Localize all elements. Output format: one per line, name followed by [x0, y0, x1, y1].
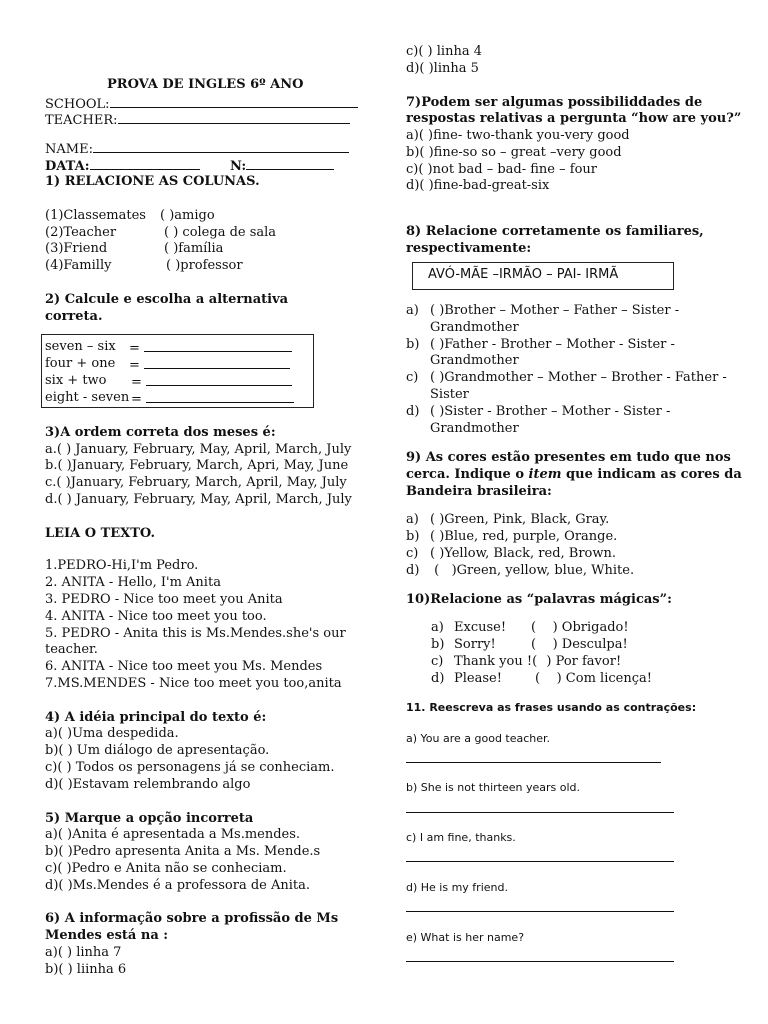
q7-option-c[interactable]: c)( )not bad – bad- fine – four: [406, 162, 597, 177]
number-field[interactable]: [230, 157, 334, 175]
q8-title-1: 8) Relacione corretamente os familiares,: [406, 224, 704, 239]
q8-letter-d: d): [406, 404, 420, 419]
teacher-label: TEACHER:: [45, 113, 118, 128]
teacher-field[interactable]: [45, 111, 350, 129]
q11-item-c: c) I am fine, thanks.: [406, 831, 516, 844]
q6-option-d[interactable]: d)( )linha 5: [406, 61, 479, 76]
q9-letter-b: b): [406, 529, 420, 544]
q3-title: 3)A ordem correta dos meses é:: [45, 425, 276, 440]
q10-letter-d: d): [431, 671, 445, 686]
q10-word-a: Excuse!: [454, 620, 507, 635]
q9-option-a[interactable]: ( )Green, Pink, Black, Gray.: [430, 512, 610, 527]
q11-item-d: d) He is my friend.: [406, 881, 508, 894]
q10-word-d: Please!: [454, 671, 502, 686]
q2-row-2: four + one: [45, 356, 116, 371]
text-line: 5. PEDRO - Anita this is Ms.Mendes.she's our: [45, 626, 346, 641]
q5-option-b[interactable]: b)( )Pedro apresenta Anita a Ms. Mende.s: [45, 844, 321, 859]
q1-left-1: (1)Classemates: [45, 208, 146, 223]
text-title: LEIA O TEXTO.: [45, 526, 156, 541]
q9-option-d[interactable]: ( )Green, yellow, blue, White.: [430, 563, 635, 578]
name-label: NAME:: [45, 142, 93, 157]
q1-left-4: (4)Familly: [45, 258, 112, 273]
q10-word-c: Thank you !(: [454, 654, 538, 669]
q10-match-d[interactable]: ( ) Com licença!: [535, 671, 652, 686]
q6-option-c[interactable]: c)( ) linha 4: [406, 44, 482, 59]
q11-title: 11. Reescreva as frases usando as contrações:: [406, 701, 697, 714]
text-line: teacher.: [45, 642, 98, 657]
text-line: 7.MS.MENDES - Nice too meet you too,anita: [45, 676, 342, 691]
q11-answer-b[interactable]: [406, 812, 674, 813]
name-field[interactable]: [45, 140, 349, 158]
q5-option-d[interactable]: d)( )Ms.Mendes é a professora de Anita.: [45, 878, 310, 893]
q2-answer-2[interactable]: =: [129, 356, 290, 374]
q11-answer-e[interactable]: [406, 961, 674, 962]
q9-letter-c: c): [406, 546, 419, 561]
q2-title-1: 2) Calcule e escolha a alternativa: [45, 292, 289, 307]
data-field[interactable]: [45, 157, 200, 175]
q1-right-4[interactable]: ( )professor: [166, 258, 243, 273]
q4-title: 4) A idéia principal do texto é:: [45, 710, 267, 725]
q5-option-a[interactable]: a)( )Anita é apresentada a Ms.mendes.: [45, 827, 301, 842]
q3-option-b[interactable]: b.( )January, February, March, Apri, May, June: [45, 458, 349, 473]
n-label: N:: [230, 159, 247, 174]
q8-letter-c: c): [406, 370, 419, 385]
q5-option-c[interactable]: c)( )Pedro e Anita não se conheciam.: [45, 861, 287, 876]
q9-option-c[interactable]: ( )Yellow, Black, red, Brown.: [430, 546, 617, 561]
q8-option-d[interactable]: ( )Sister - Brother – Mother - Sister -: [430, 404, 671, 419]
q8-family-words: AVÓ-MÃE –IRMÃO – PAI- IRMÃ: [428, 267, 619, 282]
q1-title: 1) RELACIONE AS COLUNAS.: [45, 174, 260, 189]
q11-answer-c[interactable]: [406, 861, 674, 862]
q7-title-1: 7)Podem ser algumas possibiliddades de: [406, 95, 703, 110]
q3-option-a[interactable]: a.( ) January, February, May, April, March, July: [45, 442, 352, 457]
text-line: 2. ANITA - Hello, I'm Anita: [45, 575, 221, 590]
q10-match-b[interactable]: ( ) Desculpa!: [531, 637, 628, 652]
q8-title-2: respectivamente:: [406, 241, 532, 256]
q11-item-a: a) You are a good teacher.: [406, 732, 551, 745]
q9-title-3: Bandeira brasileira:: [406, 484, 552, 499]
q8-option-a[interactable]: ( )Brother – Mother – Father – Sister -: [430, 303, 680, 318]
q8-letter-a: a): [406, 303, 419, 318]
q9-letter-a: a): [406, 512, 419, 527]
q9-letter-d: d): [406, 563, 420, 578]
q7-option-b[interactable]: b)( )fine-so so – great –very good: [406, 145, 622, 160]
q8-option-b[interactable]: ( )Father - Brother – Mother - Sister -: [430, 337, 675, 352]
q9-title-2: cerca. Indique o item que indicam as cores da: [406, 467, 742, 482]
q8-option-c[interactable]: ( )Grandmother – Mother – Brother - Father -: [430, 370, 727, 385]
q7-option-a[interactable]: a)( )fine- two-thank you-very good: [406, 128, 630, 143]
q9-title-1: 9) As cores estão presentes em tudo que nos: [406, 450, 731, 465]
q2-answer-4[interactable]: =: [131, 390, 294, 408]
q10-letter-a: a): [431, 620, 444, 635]
q2-row-1: seven – six: [45, 339, 116, 354]
q10-letter-b: b): [431, 637, 445, 652]
q8-letter-b: b): [406, 337, 420, 352]
q1-right-1[interactable]: ( )amigo: [160, 208, 215, 223]
q3-option-c[interactable]: c.( )January, February, March, April, May, July: [45, 475, 347, 490]
q10-match-a[interactable]: ( ) Obrigado!: [531, 620, 629, 635]
text-line: 3. PEDRO - Nice too meet you Anita: [45, 592, 283, 607]
q2-title-2: correta.: [45, 309, 103, 324]
text-line: 6. ANITA - Nice too meet you Ms. Mendes: [45, 659, 323, 674]
q6-option-b[interactable]: b)( ) liinha 6: [45, 962, 127, 977]
q1-right-2[interactable]: ( ) colega de sala: [164, 225, 277, 240]
school-label: SCHOOL:: [45, 97, 110, 112]
data-label: DATA:: [45, 159, 90, 174]
q4-option-d[interactable]: d)( )Estavam relembrando algo: [45, 777, 251, 792]
q5-title: 5) Marque a opção incorreta: [45, 811, 254, 826]
q2-row-3: six + two: [45, 373, 107, 388]
q8-option-c-cont: Sister: [430, 387, 469, 402]
q3-option-d[interactable]: d.( ) January, February, May, April, March, July: [45, 492, 352, 507]
q8-option-d-cont: Grandmother: [430, 421, 519, 436]
q7-option-d[interactable]: d)( )fine-bad-great-six: [406, 178, 550, 193]
q2-answer-1[interactable]: =: [129, 339, 292, 357]
q4-option-b[interactable]: b)( ) Um diálogo de apresentação.: [45, 743, 270, 758]
q2-answer-3[interactable]: =: [131, 373, 292, 391]
q11-item-b: b) She is not thirteen years old.: [406, 781, 580, 794]
q11-answer-d[interactable]: [406, 911, 674, 912]
q11-item-e: e) What is her name?: [406, 931, 525, 944]
q10-match-c[interactable]: ) Por favor!: [534, 654, 622, 669]
q1-left-3: (3)Friend: [45, 241, 108, 256]
text-line: 4. ANITA - Nice too meet you too.: [45, 609, 267, 624]
q6-title-1: 6) A informação sobre a profissão de Ms: [45, 911, 339, 926]
q10-letter-c: c): [431, 654, 444, 669]
q4-option-c[interactable]: c)( ) Todos os personagens já se conheciam.: [45, 760, 335, 775]
q6-title-2: Mendes está na :: [45, 928, 169, 943]
q1-right-3[interactable]: ( )família: [164, 241, 224, 256]
q2-row-4: eight - seven: [45, 390, 130, 405]
q8-option-a-cont: Grandmother: [430, 320, 519, 335]
page-title: PROVA DE INGLES 6º ANO: [107, 77, 304, 92]
q4-option-a[interactable]: a)( )Uma despedida.: [45, 726, 179, 741]
q10-word-b: Sorry!: [454, 637, 496, 652]
q11-answer-a[interactable]: [406, 762, 661, 763]
q6-option-a[interactable]: a)( ) linha 7: [45, 945, 122, 960]
q7-title-2: respostas relativas a pergunta “how are you?”: [406, 111, 742, 126]
text-line: 1.PEDRO-Hi,I'm Pedro.: [45, 558, 199, 573]
q9-option-b[interactable]: ( )Blue, red, purple, Orange.: [430, 529, 618, 544]
q1-left-2: (2)Teacher: [45, 225, 117, 240]
q8-option-b-cont: Grandmother: [430, 353, 519, 368]
q10-title: 10)Relacione as “palavras mágicas”:: [406, 592, 672, 607]
